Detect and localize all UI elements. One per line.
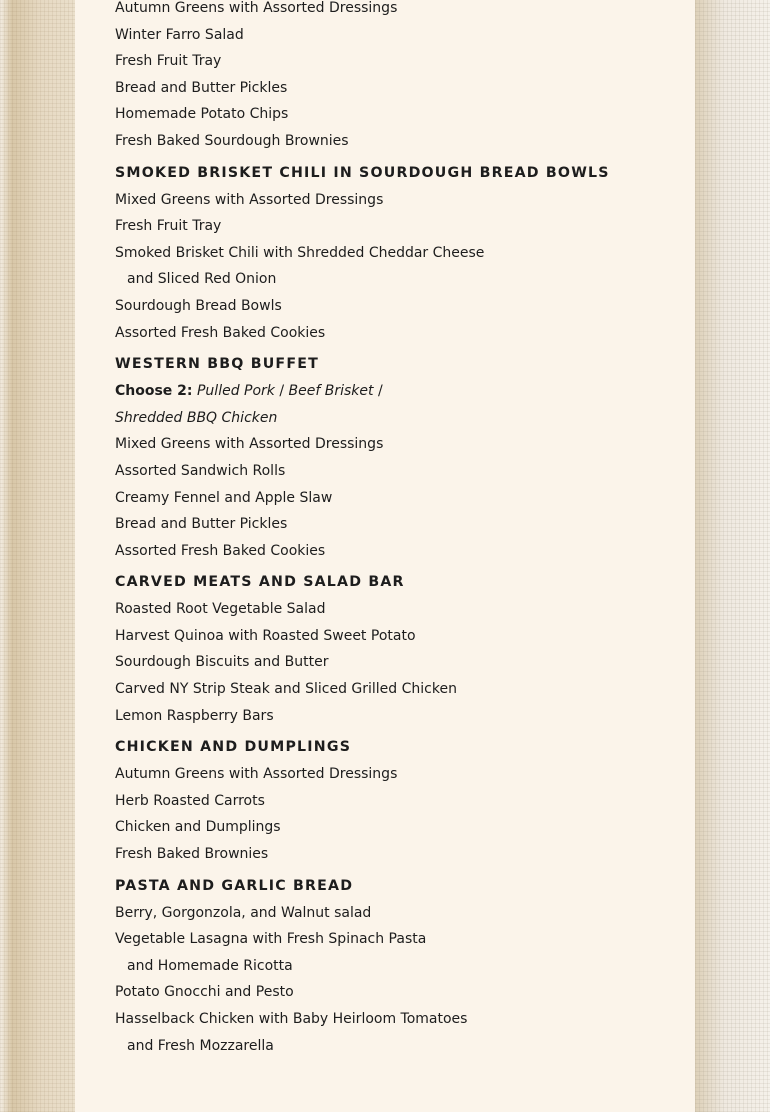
menu-section-winter — [115, 0, 675, 155]
menu-section-chicken-dumplings — [115, 737, 675, 867]
menu-item: Hasselback Chicken with Baby Heirloom Tomatoes — [115, 1011, 468, 1027]
menu-item: Assorted Fresh Baked Cookies — [115, 542, 326, 559]
background-texture-right — [695, 0, 770, 1112]
menu-section-pasta — [115, 876, 675, 1060]
menu-item-continuation: and Homemade Ricotta — [127, 957, 293, 974]
menu-item: Smoked Brisket Chili with Shredded Cheddar Cheese — [115, 244, 485, 261]
menu-item: Roasted Root Vegetable Salad — [115, 601, 326, 618]
menu-item: Potato Gnocchi and Pesto — [115, 984, 294, 1001]
option-separator: / — [279, 383, 285, 400]
menu-item: Winter Farro Salad — [115, 26, 244, 43]
section-heading: WESTERN BBQ BUFFET — [115, 356, 319, 373]
section-heading: CARVED MEATS AND SALAD BAR — [115, 574, 405, 591]
menu-section-western-bbq — [115, 354, 675, 564]
menu-item: Creamy Fennel and Apple Slaw — [115, 489, 333, 506]
menu-item: Lemon Raspberry Bars — [115, 707, 274, 724]
menu-item: Sourdough Biscuits and Butter — [115, 654, 329, 671]
menu-item: Bread and Butter Pickles — [115, 79, 288, 96]
menu-item: Carved NY Strip Steak and Sliced Grilled Chicken — [115, 681, 457, 698]
menu-item: Mixed Greens with Assorted Dressings — [115, 436, 384, 453]
menu-item: Harvest Quinoa with Roasted Sweet Potato — [115, 627, 416, 644]
menu-item: Autumn Greens with Assorted Dressings — [115, 766, 398, 783]
menu-item: Vegetable Lasagna with Fresh Spinach Pasta — [115, 931, 427, 948]
menu-item: Herb Roasted Carrots — [115, 792, 265, 809]
menu-section-carved-meats — [115, 572, 675, 729]
menu-item: Fresh Baked Brownies — [115, 846, 269, 863]
choose-options-line — [115, 378, 675, 405]
menu-item: Fresh Fruit Tray — [115, 218, 222, 235]
choose-option: Shredded BBQ Chicken — [115, 409, 278, 426]
section-heading: SMOKED BRISKET CHILI IN SOURDOUGH BREAD BOWLS — [115, 164, 610, 181]
choose-option: Pulled Pork — [196, 383, 275, 400]
menu-panel — [75, 0, 695, 1112]
menu-item: Assorted Sandwich Rolls — [115, 462, 286, 479]
menu-item: Homemade Potato Chips — [115, 106, 289, 123]
menu-section-brisket-chili — [115, 163, 675, 347]
section-heading: CHICKEN AND DUMPLINGS — [115, 739, 352, 756]
menu-item: Fresh Fruit Tray — [115, 53, 222, 70]
menu-item-continuation: and Sliced Red Onion — [127, 271, 277, 288]
option-separator: / — [377, 383, 383, 400]
choose-option: Beef Brisket — [288, 383, 374, 400]
menu-item: Assorted Fresh Baked Cookies — [115, 324, 326, 341]
menu-item: Autumn Greens with Assorted Dressings — [115, 0, 398, 16]
choose-label: Choose 2: — [115, 383, 193, 400]
menu-item: Sourdough Bread Bowls — [115, 297, 282, 314]
menu-item: Chicken and Dumplings — [115, 819, 281, 836]
menu-item-continuation: and Fresh Mozzarella — [127, 1037, 274, 1054]
menu-item: Fresh Baked Sourdough Brownies — [115, 132, 349, 149]
section-heading: PASTA AND GARLIC BREAD — [115, 877, 354, 894]
menu-item: Bread and Butter Pickles — [115, 516, 288, 533]
menu-content — [115, 0, 675, 1059]
menu-item: Mixed Greens with Assorted Dressings — [115, 191, 384, 208]
menu-item: Berry, Gorgonzola, and Walnut salad — [115, 904, 372, 921]
choose-options-line-2 — [115, 405, 675, 432]
